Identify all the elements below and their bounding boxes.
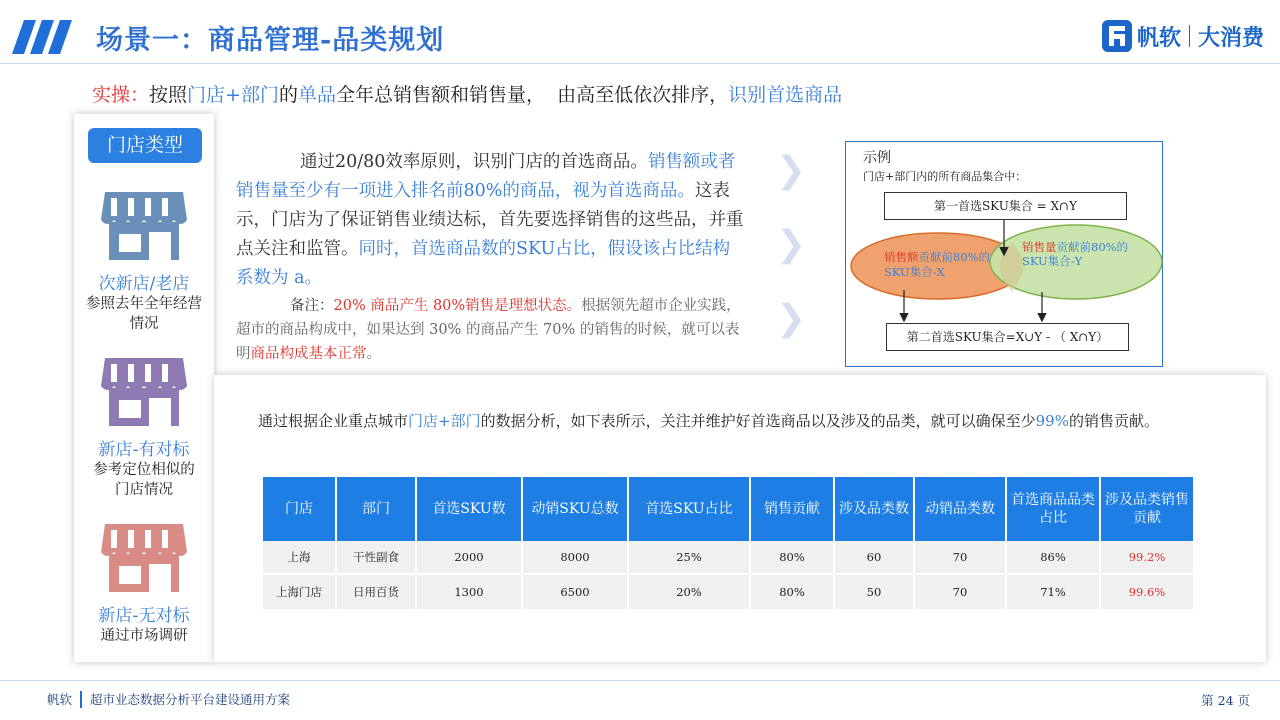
analysis-text-part: 的数据分析，如下表所示，关注并维护好首选商品以及涉及的品类，就可以确保至少	[480, 412, 1036, 430]
example-subtitle: 门店+部门内的所有商品集合中：	[863, 170, 1027, 183]
analysis-highlight: 99%	[1035, 412, 1069, 430]
store-type-panel	[74, 114, 214, 662]
note-label: 备注：	[290, 298, 334, 314]
table-cell: 6500	[523, 573, 627, 609]
table-cell: 99.2%	[1101, 541, 1193, 573]
company-logo	[1102, 18, 1264, 54]
footer-brand: 帆软	[47, 692, 73, 707]
analysis-text-part: 通过根据企业重点城市	[258, 412, 409, 430]
set-x-text: 贡献前80%的SKU集合-X	[884, 250, 991, 279]
sku-analysis-table	[261, 477, 1195, 609]
table-cell: 70	[915, 573, 1005, 609]
table-header: 首选SKU数	[417, 477, 521, 541]
table-cell: 80%	[751, 541, 833, 573]
subtitle-text: 的	[278, 84, 298, 106]
table-header: 动销品类数	[915, 477, 1005, 541]
chevron-right-icon: ❯	[776, 224, 807, 265]
example-box	[845, 141, 1163, 367]
footer-divider	[0, 680, 1280, 681]
intro-highlight: 销售额或者销售量至少有一项进入排名前80%的商品，视为首选商品。	[236, 152, 736, 201]
table-cell: 71%	[1007, 573, 1099, 609]
table-cell: 86%	[1007, 541, 1099, 573]
subtitle-highlight: 识别首选商品	[728, 84, 843, 106]
intro-text-block	[236, 148, 746, 366]
analysis-text	[258, 411, 1188, 431]
page-number: 第 24 页	[1201, 693, 1250, 708]
table-header: 涉及品类销售贡献	[1101, 477, 1193, 541]
table-cell: 上海门店	[263, 573, 335, 609]
store-type-desc: 通过市场调研	[100, 628, 188, 644]
table-cell: 上海	[263, 541, 335, 573]
intro-highlight: 同时，首选商品数的SKU占比，假设该占比结构系数为 a。	[236, 239, 731, 288]
table-header: 动销SKU总数	[523, 477, 627, 541]
subtitle	[92, 80, 842, 107]
table-header: 部门	[337, 477, 415, 541]
table-header: 涉及品类数	[835, 477, 913, 541]
set-y-label	[1022, 240, 1137, 268]
table-header: 门店	[263, 477, 335, 541]
analysis-text-part: 的销售贡献。	[1068, 412, 1159, 430]
table-cell: 50	[835, 573, 913, 609]
subtitle-text: 全年总销售额和销售量， 由高至低依次排序，	[335, 84, 729, 106]
table-row	[263, 573, 1193, 609]
table-header: 首选SKU占比	[629, 477, 749, 541]
store-type-badge: 门店类型	[88, 128, 202, 163]
set-x-highlight: 销售额	[884, 250, 919, 264]
storefront-icon	[97, 516, 191, 596]
footer-doc-title: 超市业态数据分析平台建设通用方案	[90, 692, 291, 707]
store-type-desc: 参考定位相似的门店情况	[93, 462, 195, 498]
subtitle-highlight: 单品	[297, 84, 336, 106]
header-stripes-decoration	[12, 20, 72, 54]
table-header: 首选商品品类占比	[1007, 477, 1099, 541]
example-title: 示例	[863, 150, 891, 166]
fanruan-logo-icon	[1102, 20, 1132, 52]
intro-note	[236, 294, 746, 366]
storefront-icon	[97, 350, 191, 430]
subtitle-prefix: 实操：	[92, 84, 150, 106]
logo-brand: 帆软	[1136, 25, 1181, 51]
note-text: 根据领先超市企业实践，超市的商品构成中，如果达到 30% 的商品产生 70% 的销售的时候，就可以表明	[236, 298, 741, 362]
set-y-text: 贡献前80%的SKU集合-Y	[1022, 240, 1129, 268]
set-y-highlight: 销售量	[1022, 240, 1057, 254]
analysis-highlight: 门店+部门	[408, 412, 481, 430]
table-cell: 70	[915, 541, 1005, 573]
note-highlight: 商品构成基本正常	[250, 346, 367, 362]
table-cell: 8000	[523, 541, 627, 573]
table-header: 销售贡献	[751, 477, 833, 541]
intro-text: 通过20/80效率原则，识别门店的首选商品。	[300, 152, 648, 172]
store-type-name: 次新店/老店	[98, 274, 190, 294]
intro-paragraph	[236, 148, 746, 293]
storefront-icon	[97, 184, 191, 264]
footer-separator	[80, 691, 82, 708]
table-cell: 2000	[417, 541, 521, 573]
table-cell: 日用百货	[337, 573, 415, 609]
page-title: 场景一：商品管理-品类规划	[96, 25, 445, 56]
table-row	[263, 541, 1193, 573]
subtitle-highlight: 门店+部门	[187, 84, 279, 106]
footer-left	[47, 690, 290, 708]
logo-sub: 大消费	[1197, 25, 1264, 51]
chevron-right-icon: ❯	[776, 298, 807, 339]
note-text: 。	[366, 346, 381, 362]
note-highlight: 20% 商品产生 80%销售是理想状态。	[333, 298, 582, 314]
chevron-right-icon: ❯	[776, 150, 807, 191]
table-cell: 20%	[629, 573, 749, 609]
second-sku-set-box: 第二首选SKU集合=X∪Y - （ X∩Y）	[886, 323, 1129, 351]
store-type-desc: 参照去年全年经营情况	[86, 296, 202, 332]
logo-separator	[1189, 25, 1190, 47]
first-sku-set-box: 第一首选SKU集合 = X∩Y	[884, 192, 1127, 220]
set-x-label	[884, 250, 994, 280]
store-type-name: 新店-有对标	[98, 440, 190, 460]
table-cell: 干性副食	[337, 541, 415, 573]
analysis-panel	[214, 375, 1266, 662]
table-cell: 60	[835, 541, 913, 573]
table-cell: 25%	[629, 541, 749, 573]
subtitle-text: 按照	[149, 84, 188, 106]
table-cell: 80%	[751, 573, 833, 609]
store-type-item	[74, 184, 214, 334]
store-type-item	[74, 350, 214, 500]
table-cell: 1300	[417, 573, 521, 609]
store-type-name: 新店-无对标	[98, 606, 190, 626]
intro-text: 这表示，门店为了保证销售业绩达标，首先要选择销售的这些品，并重点关注和监管。	[236, 181, 744, 259]
table-cell: 99.6%	[1101, 573, 1193, 609]
table-header-row	[263, 477, 1193, 541]
store-type-item	[74, 516, 214, 646]
header-divider	[0, 63, 1280, 64]
